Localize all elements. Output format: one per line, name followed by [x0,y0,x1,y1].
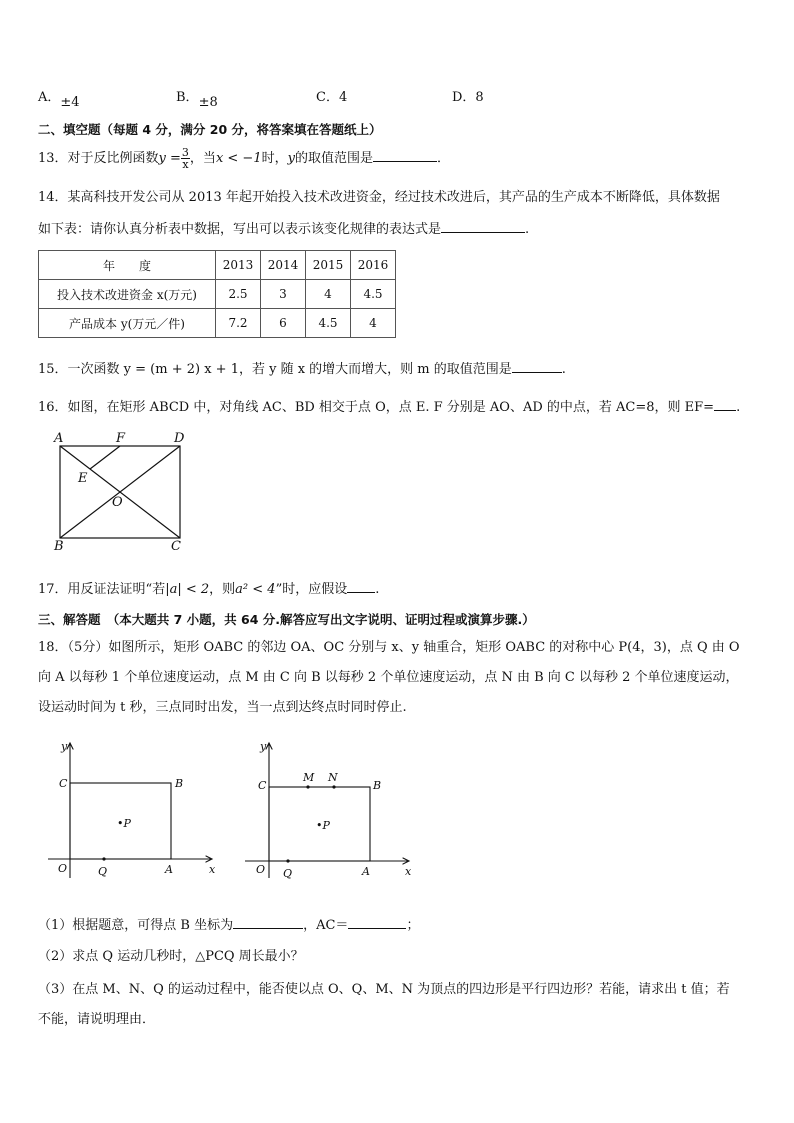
segment-ef [90,446,120,469]
label-m: M [303,771,315,784]
question-13: 13．对于反比例函数y = $\frac{3}{x}$ ，当x < −1时，y的取值范围是 ． [38,146,450,171]
label-c: C [258,779,267,792]
table-year: 2014 [261,251,306,280]
label-a: A [54,431,64,446]
coordinate-figure-2 [242,738,422,883]
label-n: N [328,771,338,784]
rectangle-figure-16 [50,428,200,553]
label-y: y [260,740,267,753]
table-header-label: 年 度 [39,251,216,280]
option-b: B．±8 [176,90,218,110]
option-a: A．±4 [38,90,80,110]
question-15: 15．一次函数 y = (m + 2) x + 1，若 y 随 x 的增大而增大，则 m 的取值范围是 . [38,362,566,377]
label-b: B [175,777,184,790]
question-18-line2: 向 A 以每秒 1 个单位速度运动，点 M 由 C 向 B 以每秒 2 个单位速度运动，点 N 由 B 向 C 以每秒 2 个单位速度运动， [38,670,739,685]
fraction-3-over-x: $\frac{3}{x}$ [181,146,189,171]
table-cell: 4 [351,309,396,338]
label-p: •P [117,817,131,830]
option-d: D．8 [452,90,484,105]
table-cell: 2.5 [216,280,261,309]
label-q: Q [283,867,293,880]
label-e: E [78,471,88,486]
label-a: A [165,863,173,876]
answer-blank-18-ac [348,916,406,929]
question-16: 16．如图，在矩形 ABCD 中，对角线 AC、BD 相交于点 O，点 E. F 分别是 AO、AD 的中点，若 AC=8，则 EF= . [38,400,741,415]
answer-blank-14 [441,220,525,233]
question-14-line2: 如下表：请你认真分析表中数据，写出可以表示该变化规律的表达式是 . [38,222,530,237]
table-cell: 4.5 [351,280,396,309]
question-17: 17．用反证法证明“若|a| < 2，则a² < 4”时，应假设 . [38,582,380,597]
answer-blank-18-b [233,916,303,929]
label-o: O [112,495,123,510]
label-o: O [256,863,266,876]
table-header-row [39,251,396,280]
question-18-line3: 设运动时间为 t 秒，三点同时出发，当一点到达终点时同时停止. [38,700,407,715]
label-b: B [54,539,64,554]
answer-blank-13 [373,149,437,162]
table-year: 2013 [216,251,261,280]
table-cell: 4 [306,280,351,309]
question-18-part3-line1: （3）在点 M、N、Q 的运动过程中，能否使以点 O、Q、M、N 为顶点的四边形是平行四边形？若能，请求出 t 值；若 [38,982,730,997]
label-d: D [174,431,185,446]
table-year: 2016 [351,251,396,280]
question-18-part1: （1）根据题意，可得点 B 坐标为 ，AC＝ ； [38,918,420,933]
section2-heading: 二、填空题（每题 4 分，满分 20 分，将答案填在答题纸上） [38,122,382,137]
section3-heading: 三、解答题 （本大题共 7 小题，共 64 分.解答应写出文字说明、证明过程或演算步骤.） [38,612,535,627]
label-y: y [61,740,68,753]
label-o: O [58,862,68,875]
answer-blank-17 [347,580,375,593]
point-q [102,857,105,860]
table-cell: 4.5 [306,309,351,338]
label-q: Q [98,865,108,878]
point-m [306,785,309,788]
question-14-line1: 14．某高科技开发公司从 2013 年起开始投入技术改进资金，经过技术改进后，其产品的生产成本不断降低，具体数据 [38,190,720,205]
table-row-cost [39,309,396,338]
coordinate-figure-1 [45,738,225,883]
table-year: 2015 [306,251,351,280]
point-q [286,859,289,862]
table-row-label: 投入技术改进资金 x(万元) [39,280,216,309]
question-18-line1: 18．（5分）如图所示，矩形 OABC 的邻边 OA、OC 分别与 x、y 轴重合，矩形 OABC 的对称中心 P(4，3)，点 Q 由 O [38,640,740,655]
label-f: F [116,431,126,446]
question-18-part3-line2: 不能，请说明理由． [38,1012,156,1027]
answer-blank-15 [512,360,562,373]
label-x: x [405,865,412,878]
table-row-investment [39,280,396,309]
data-table [38,250,396,338]
table-cell: 7.2 [216,309,261,338]
table-row-label: 产品成本 y(万元／件) [39,309,216,338]
label-c: C [59,777,68,790]
answer-blank-16 [714,398,736,411]
table-cell: 3 [261,280,306,309]
table-cell: 6 [261,309,306,338]
label-c: C [171,539,181,554]
label-b: B [373,779,382,792]
label-x: x [209,863,216,876]
label-p: •P [316,819,330,832]
question-18-part2: （2）求点 Q 运动几秒时，△PCQ 周长最小？ [38,949,304,964]
option-c: C．4 [316,90,348,105]
label-a: A [362,865,370,878]
point-n [332,785,335,788]
